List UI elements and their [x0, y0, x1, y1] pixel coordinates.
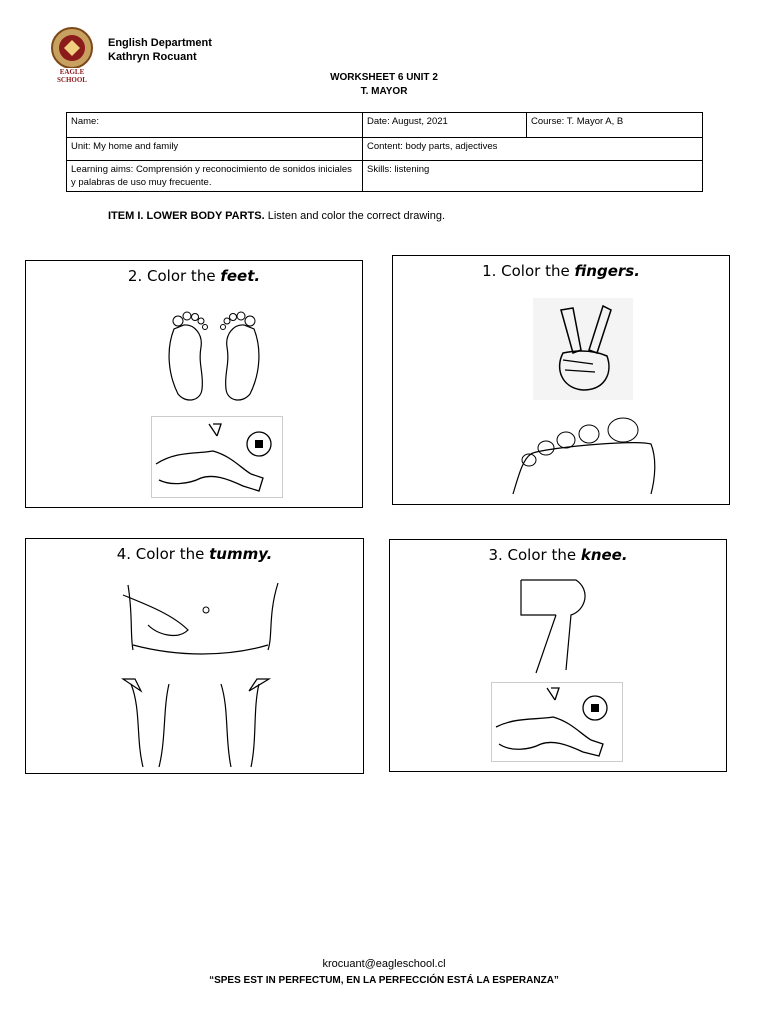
department-name: English Department [108, 37, 212, 49]
info-table [66, 112, 703, 192]
knee-keyword: knee. [580, 546, 628, 564]
feet-box-title: 2. Color the feet. [127, 267, 261, 285]
feet-box[interactable] [25, 260, 363, 508]
fingers-keyword: fingers. [574, 262, 640, 280]
fingers-box-title: 1. Color the fingers. [482, 262, 640, 280]
fingers-box[interactable] [392, 255, 730, 505]
crossed-legs-drawing[interactable] [516, 575, 596, 675]
aims-cell: Learning aims: Comprensión y reconocimiento de sonidos iniciales y palabras de uso muy frecuente. [67, 161, 363, 192]
footer-motto: “SPES EST IN PERFECTUM, EN LA PERFECCIÓN ESTÁ LA ESPERANZA” [209, 975, 559, 986]
tummy-box[interactable] [25, 538, 364, 774]
tummy-keyword: tummy. [209, 545, 273, 563]
footer-email: krocuant@eagleschool.cl [322, 958, 446, 970]
tummy-box-title: 4. Color the tummy. [116, 545, 273, 563]
skills-cell: Skills: listening [363, 161, 703, 192]
knee-box-title: 3. Color the knee. [488, 546, 628, 564]
toes-drawing[interactable] [511, 414, 661, 496]
date-cell: Date: August, 2021 [363, 113, 527, 138]
unit-cell: Unit: My home and family [67, 138, 363, 161]
legs-drawing[interactable] [121, 669, 271, 769]
logo-text: EAGLE SCHOOL [57, 68, 87, 84]
department-header [108, 36, 212, 64]
feet-keyword: feet. [220, 267, 261, 285]
teacher-name: Kathryn Rocuant [108, 51, 197, 63]
content-cell: Content: body parts, adjectives [363, 138, 703, 161]
worksheet-title: WORKSHEET 6 UNIT 2 [330, 72, 438, 83]
item-text: Listen and color the correct drawing. [264, 210, 446, 222]
item-label: ITEM I. LOWER BODY PARTS. [108, 210, 265, 222]
feet-drawing[interactable] [156, 309, 276, 404]
item-instruction [108, 210, 445, 222]
knee-kick-drawing-2[interactable] [491, 682, 623, 762]
course-cell: Course: T. Mayor A, B [527, 113, 703, 138]
tummy-drawing[interactable] [118, 575, 288, 660]
knee-box[interactable] [389, 539, 727, 772]
worksheet-subtitle: T. MAYOR [360, 86, 408, 97]
name-cell: Name: [67, 113, 363, 138]
peace-hand-drawing[interactable] [533, 298, 633, 400]
knee-kick-drawing[interactable] [151, 416, 283, 498]
